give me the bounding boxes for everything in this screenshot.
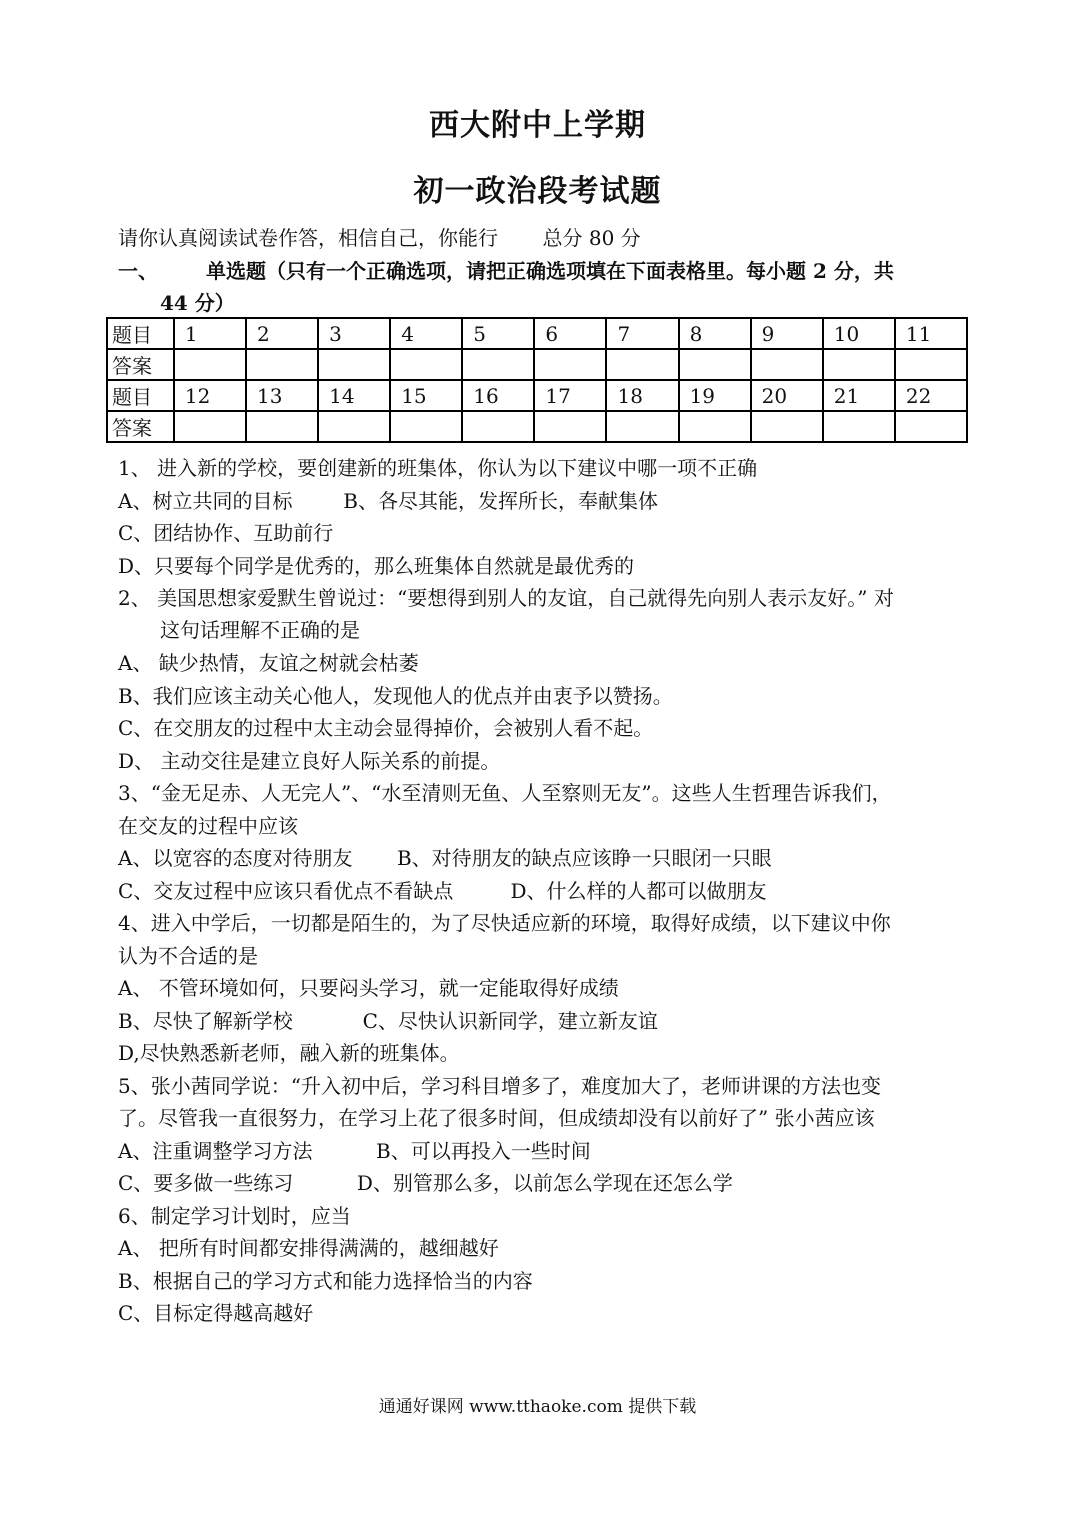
table-row bbox=[107, 318, 967, 349]
question-line: 在交友的过程中应该 bbox=[118, 814, 298, 838]
section-number: 一、 bbox=[118, 259, 158, 283]
answer-table bbox=[106, 317, 968, 443]
option-line: B、我们应该主动关心他人，发现他人的优点并由衷予以赞扬。 bbox=[118, 684, 673, 708]
question-number: 5 bbox=[462, 318, 534, 349]
question-line: 2、 美国思想家爱默生曾说过：“要想得到别人的友谊，自己就得先向别人表示友好。” 对 bbox=[118, 586, 894, 610]
answer-cell[interactable] bbox=[390, 411, 462, 442]
question-number: 2 bbox=[246, 318, 318, 349]
option-line: D,尽快熟悉新老师，融入新的班集体。 bbox=[118, 1041, 460, 1065]
answer-cell[interactable] bbox=[895, 411, 967, 442]
question-number: 1 bbox=[174, 318, 246, 349]
question-number: 12 bbox=[174, 380, 246, 411]
answer-cell[interactable] bbox=[679, 411, 751, 442]
question-number: 14 bbox=[318, 380, 390, 411]
answer-cell[interactable] bbox=[462, 349, 534, 380]
option-line: A、 缺少热情，友谊之树就会枯萎 bbox=[118, 651, 419, 675]
question-number: 3 bbox=[318, 318, 390, 349]
row-label: 题目 bbox=[107, 318, 174, 349]
table-row bbox=[107, 380, 967, 411]
question-number: 15 bbox=[390, 380, 462, 411]
answer-cell[interactable] bbox=[246, 349, 318, 380]
question-number: 4 bbox=[390, 318, 462, 349]
intro-text: 请你认真阅读试卷作答，相信自己，你能行 总分 80 分 bbox=[118, 226, 641, 250]
row-label: 题目 bbox=[107, 380, 174, 411]
answer-cell[interactable] bbox=[318, 349, 390, 380]
option-line: C、交友过程中应该只看优点不看缺点 D、什么样的人都可以做朋友 bbox=[118, 879, 767, 903]
row-label: 答案 bbox=[107, 349, 174, 380]
answer-cell[interactable] bbox=[174, 411, 246, 442]
question-number: 11 bbox=[895, 318, 967, 349]
question-number: 13 bbox=[246, 380, 318, 411]
option-line: A、注重调整学习方法 B、可以再投入一些时间 bbox=[118, 1139, 591, 1163]
question-line: 1、 进入新的学校，要创建新的班集体，你认为以下建议中哪一项不正确 bbox=[118, 456, 758, 480]
question-line: 这句话理解不正确的是 bbox=[160, 618, 360, 642]
answer-cell[interactable] bbox=[823, 349, 895, 380]
page-title: 西大附中上学期 bbox=[429, 108, 646, 143]
answer-cell[interactable] bbox=[390, 349, 462, 380]
question-line: 认为不合适的是 bbox=[118, 944, 258, 968]
answer-cell[interactable] bbox=[534, 349, 606, 380]
answer-cell[interactable] bbox=[751, 411, 823, 442]
option-line: B、尽快了解新学校 C、尽快认识新同学，建立新友谊 bbox=[118, 1009, 658, 1033]
answer-cell[interactable] bbox=[246, 411, 318, 442]
question-line: 4、进入中学后，一切都是陌生的，为了尽快适应新的环境，取得好成绩，以下建议中你 bbox=[118, 911, 891, 935]
answer-cell[interactable] bbox=[895, 349, 967, 380]
answer-cell[interactable] bbox=[534, 411, 606, 442]
section-heading bbox=[118, 255, 968, 319]
table-row bbox=[107, 349, 967, 380]
section-heading-cont: 44 分） bbox=[160, 291, 235, 315]
option-line: D、只要每个同学是优秀的，那么班集体自然就是最优秀的 bbox=[118, 554, 635, 578]
answer-cell[interactable] bbox=[679, 349, 751, 380]
option-line: C、目标定得越高越好 bbox=[118, 1301, 314, 1325]
option-line: A、树立共同的目标 B、各尽其能，发挥所长，奉献集体 bbox=[118, 489, 658, 513]
question-number: 18 bbox=[606, 380, 678, 411]
question-line: 3、“金无足赤、人无完人”、“水至清则无鱼、人至察则无友”。这些人生哲理告诉我们， bbox=[118, 781, 892, 805]
table-row bbox=[107, 411, 967, 442]
question-line: 了。尽管我一直很努力，在学习上花了很多时间，但成绩却没有以前好了” 张小茜应该 bbox=[118, 1106, 875, 1130]
question-number: 20 bbox=[751, 380, 823, 411]
option-line: A、 不管环境如何，只要闷头学习，就一定能取得好成绩 bbox=[118, 976, 619, 1000]
answer-cell[interactable] bbox=[174, 349, 246, 380]
answer-cell[interactable] bbox=[318, 411, 390, 442]
answer-cell[interactable] bbox=[606, 411, 678, 442]
question-number: 6 bbox=[534, 318, 606, 349]
option-line: A、 把所有时间都安排得满满的，越细越好 bbox=[118, 1236, 499, 1260]
option-line: C、团结协作、互助前行 bbox=[118, 521, 334, 545]
option-line: C、要多做一些练习 D、别管那么多，以前怎么学现在还怎么学 bbox=[118, 1171, 733, 1195]
question-number: 17 bbox=[534, 380, 606, 411]
answer-cell[interactable] bbox=[751, 349, 823, 380]
answer-cell[interactable] bbox=[823, 411, 895, 442]
question-number: 22 bbox=[895, 380, 967, 411]
question-line: 5、张小茜同学说：“升入初中后，学习科目增多了，难度加大了，老师讲课的方法也变 bbox=[118, 1074, 881, 1098]
option-line: D、 主动交往是建立良好人际关系的前提。 bbox=[118, 749, 501, 773]
question-number: 8 bbox=[679, 318, 751, 349]
row-label: 答案 bbox=[107, 411, 174, 442]
page-subtitle: 初一政治段考试题 bbox=[413, 174, 662, 209]
option-line: A、以宽容的态度对待朋友 B、对待朋友的缺点应该睁一只眼闭一只眼 bbox=[118, 846, 772, 870]
question-number: 19 bbox=[679, 380, 751, 411]
footer-credit: 通通好课网 www.tthaoke.com 提供下载 bbox=[378, 1397, 697, 1417]
option-line: C、在交朋友的过程中太主动会显得掉价，会被别人看不起。 bbox=[118, 716, 654, 740]
answer-cell[interactable] bbox=[462, 411, 534, 442]
question-line: 6、制定学习计划时，应当 bbox=[118, 1204, 351, 1228]
option-line: B、根据自己的学习方式和能力选择恰当的内容 bbox=[118, 1269, 533, 1293]
question-number: 9 bbox=[751, 318, 823, 349]
section-heading-text: 单选题（只有一个正确选项，请把正确选项填在下面表格里。每小题 2 分，共 bbox=[206, 259, 894, 283]
question-number: 21 bbox=[823, 380, 895, 411]
question-number: 10 bbox=[823, 318, 895, 349]
answer-cell[interactable] bbox=[606, 349, 678, 380]
question-number: 16 bbox=[462, 380, 534, 411]
question-number: 7 bbox=[606, 318, 678, 349]
